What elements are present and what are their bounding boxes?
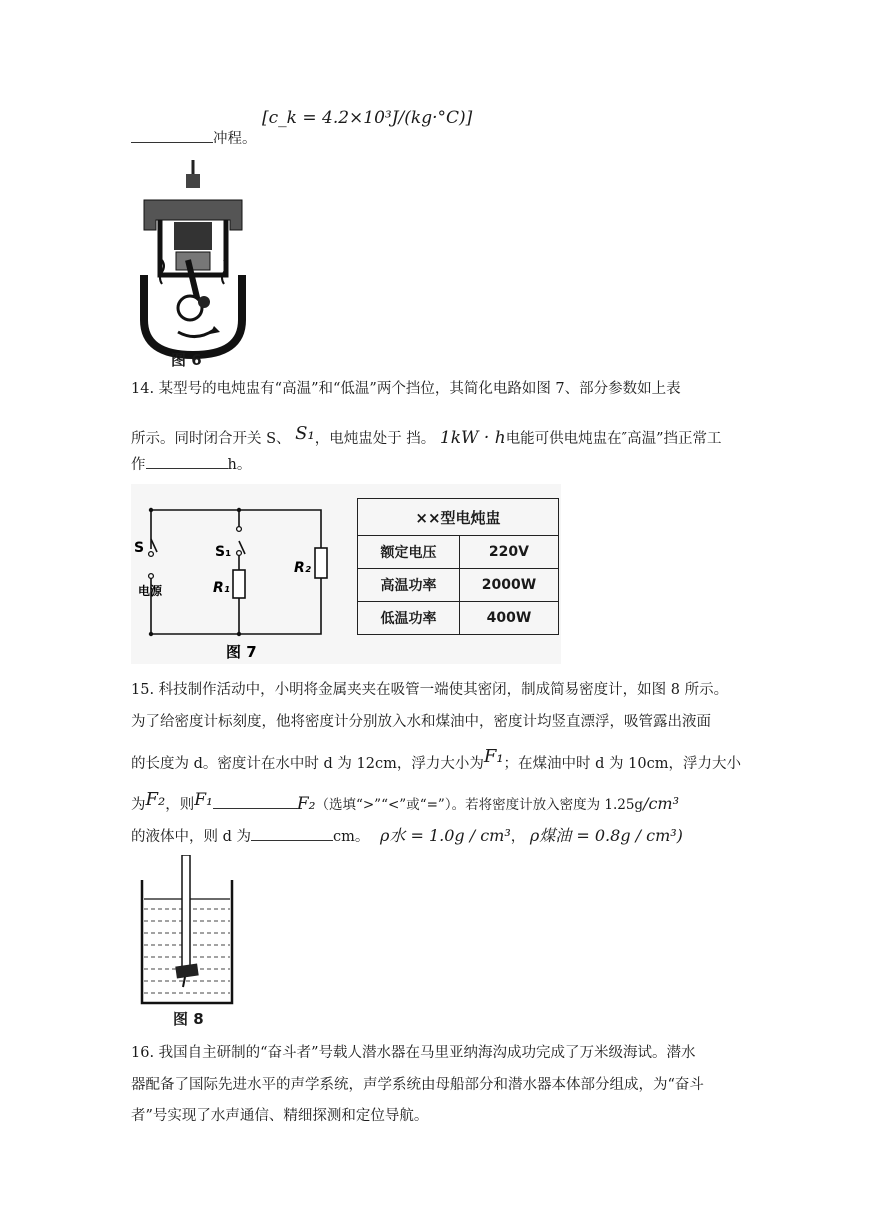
f2-symbol: F₂	[145, 789, 166, 810]
q13-tail-text: 冲程。	[213, 131, 257, 147]
figure-7-label: 图 7	[226, 643, 257, 661]
kwh-symbol: 1kW · h	[439, 428, 506, 448]
f2-symbol: F₂	[296, 794, 316, 814]
table-cell-label: 高温功率	[358, 569, 460, 602]
q14-line-1: 14. 某型号的电炖盅有“高温”和“低温”两个挡位，其简化电路如图 7、部分参数如上表	[131, 381, 681, 397]
switch-s-label: S	[134, 540, 145, 556]
density-unit: /cm³	[643, 794, 679, 813]
r2-label: R₂	[294, 560, 311, 576]
q15-line-5: 的液体中，则 d 为 cm。 ρ水 = 1.0g / cm³， ρ煤油 = 0.8g / cm³)	[131, 826, 683, 845]
specific-heat-formula: [c_k = 4.2×10³J/(kg·°C)]	[262, 108, 473, 128]
table-cell-value: 220V	[459, 536, 558, 569]
figure-8-label: 图 8	[173, 1010, 204, 1028]
q16-line-1: 16. 我国自主研制的“奋斗者”号载人潜水器在马里亚纳海沟成功完成了万米级海试。潜水	[131, 1045, 696, 1061]
q14-line-2: 所示。同时闭合开关 S、 S₁，电炖盅处于 挡。 1kW · h电能可供电炖盅在″高温”挡正常工	[131, 423, 722, 448]
table-row	[358, 536, 559, 569]
water-density-formula: ρ水 = 1.0g / cm³	[379, 826, 511, 845]
answer-blank	[251, 826, 333, 841]
figure-6-label: 图 6	[171, 351, 202, 369]
q15-line-1: 15. 科技制作活动中，小明将金属夹夹在吸管一端使其密闭，制成简易密度计，如图 8 所示。	[131, 682, 729, 698]
table-row	[358, 569, 559, 602]
q15-line-3: 的长度为 d。密度计在水中时 d 为 12cm，浮力大小为F₁；在煤油中时 d 为 10cm，浮力大小	[131, 746, 741, 772]
q15-line-4: 为F₂，则F₁ F₂（选填“>”“<”或“=”）。若将密度计放入密度为 1.25g/cm³	[131, 789, 679, 814]
answer-blank	[146, 454, 228, 469]
table-title: ××型电炖盅	[358, 499, 559, 536]
table-cell-label: 低温功率	[358, 602, 460, 635]
answer-blank	[131, 128, 213, 143]
rice-cooker-spec-table	[357, 498, 559, 635]
figure-7-circuit-diagram	[131, 484, 351, 664]
q15-line-2: 为了给密度计标刻度，他将密度计分别放入水和煤油中，密度计均竖直漂浮，吸管露出液面	[131, 714, 711, 730]
answer-blank	[213, 794, 297, 809]
f1-symbol: F₁	[194, 790, 213, 810]
kerosene-density-formula: ρ煤油 = 0.8g / cm³)	[529, 826, 683, 845]
figure-6-engine-diagram	[138, 160, 250, 370]
switch-s1-label: S₁	[215, 544, 232, 560]
table-cell-value: 2000W	[459, 569, 558, 602]
table-row	[358, 602, 559, 635]
q14-line-3: 作 h。	[131, 454, 251, 475]
power-source-label: 电源	[138, 584, 163, 598]
f1-symbol: F₁	[483, 746, 504, 767]
r1-label: R₁	[213, 580, 230, 596]
figure-8-densimeter-diagram	[138, 855, 238, 1010]
q13-tail-line	[131, 128, 257, 149]
s1-symbol: S₁	[295, 423, 315, 444]
q16-line-3: 者”号实现了水声通信、精细探测和定位导航。	[131, 1108, 429, 1124]
table-cell-label: 额定电压	[358, 536, 460, 569]
q16-line-2: 器配备了国际先进水平的声学系统，声学系统由母船部分和潜水器本体部分组成，为“奋斗	[131, 1077, 704, 1093]
table-cell-value: 400W	[459, 602, 558, 635]
